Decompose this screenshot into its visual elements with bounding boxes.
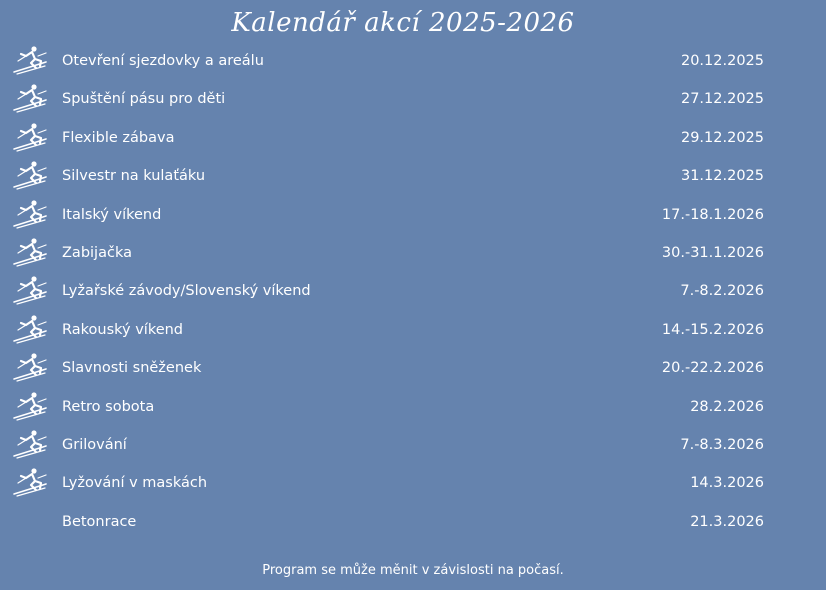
skier-icon — [12, 429, 48, 459]
event-row — [0, 503, 826, 541]
skier-icon — [12, 199, 48, 229]
event-date: 14.-15.2.2026 — [661, 321, 764, 338]
event-row — [0, 157, 826, 195]
event-name: Flexible zábava — [62, 129, 175, 146]
skier-icon — [12, 314, 48, 344]
skier-icon — [12, 83, 48, 113]
event-date: 27.12.2025 — [680, 91, 764, 108]
event-row — [0, 426, 826, 464]
event-date: 31.12.2025 — [680, 168, 764, 185]
event-row — [0, 464, 826, 502]
event-date: 30.-31.1.2026 — [661, 244, 764, 261]
event-name: Rakouský víkend — [62, 321, 184, 338]
page-title: Kalendář akcí 2025-2026 — [231, 8, 575, 38]
event-date: 20.-22.2.2026 — [661, 360, 764, 377]
event-row — [0, 80, 826, 118]
event-date: 21.3.2026 — [690, 513, 764, 530]
event-list — [0, 42, 826, 541]
event-name: Otevření sjezdovky a areálu — [62, 53, 264, 69]
weather-disclaimer: Program se může měnit v závislosti na počasí. — [262, 563, 564, 578]
event-date: 7.-8.3.2026 — [680, 436, 764, 453]
event-date: 29.12.2025 — [680, 129, 764, 146]
event-name: Slavnosti sněženek — [62, 360, 202, 377]
event-row — [0, 119, 826, 157]
skier-icon — [12, 160, 48, 190]
skier-icon — [12, 275, 48, 305]
event-date: 20.12.2025 — [680, 53, 764, 69]
skier-icon — [12, 467, 48, 497]
event-row — [0, 311, 826, 349]
event-row — [0, 42, 826, 80]
event-name: Spuštění pásu pro děti — [62, 91, 226, 108]
event-name: Zabijačka — [62, 244, 132, 261]
event-row — [0, 196, 826, 234]
event-date: 7.-8.2.2026 — [680, 283, 764, 300]
event-date: 17.-18.1.2026 — [661, 206, 764, 223]
skier-icon — [12, 45, 48, 75]
event-name: Lyžařské závody/Slovenský víkend — [62, 283, 311, 300]
event-name: Grilování — [62, 436, 127, 453]
event-row — [0, 349, 826, 387]
event-row — [0, 388, 826, 426]
event-name: Lyžování v maskách — [62, 475, 208, 492]
event-date: 28.2.2026 — [690, 398, 764, 415]
skier-icon — [12, 391, 48, 421]
event-row — [0, 234, 826, 272]
event-name: Silvestr na kulaťáku — [62, 168, 206, 185]
skier-icon — [12, 237, 48, 267]
skier-icon — [12, 352, 48, 382]
event-name: Retro sobota — [62, 398, 155, 415]
event-name: Betonrace — [62, 513, 137, 530]
event-date: 14.3.2026 — [690, 475, 764, 492]
event-name: Italský víkend — [62, 206, 162, 223]
event-row — [0, 272, 826, 310]
skier-icon — [12, 122, 48, 152]
